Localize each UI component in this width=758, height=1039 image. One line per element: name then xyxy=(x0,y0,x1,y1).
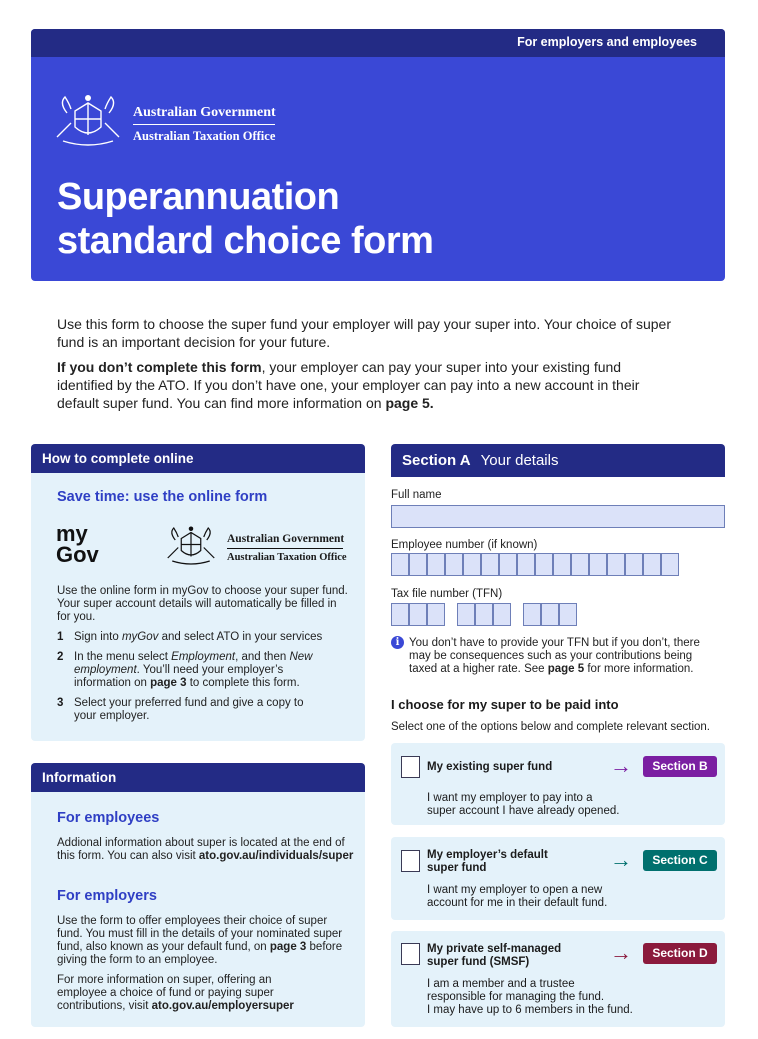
tfn-cell[interactable] xyxy=(427,603,445,626)
full-name-field[interactable] xyxy=(391,505,725,528)
section-d-badge[interactable]: Section D xyxy=(643,943,717,964)
employee-number-cell[interactable] xyxy=(445,553,463,576)
employee-number-cell[interactable] xyxy=(409,553,427,576)
default-fund-title-line-1: My employer’s default xyxy=(427,849,548,861)
default-fund-desc-line-2: account for me in their default fund. xyxy=(427,897,608,909)
arrow-right-icon: → xyxy=(610,753,632,778)
gov-name: Australian Government xyxy=(133,105,276,120)
step-2-number: 2 xyxy=(57,651,64,663)
employee-number-cell[interactable] xyxy=(391,553,409,576)
employee-number-field[interactable] xyxy=(391,553,679,576)
mygov-line-1: my xyxy=(56,521,88,546)
employers-more-text: For more information on super, offering an employee a choice of fund or paying super contributions, visit xyxy=(57,974,274,1012)
information-panel-header: Information xyxy=(31,763,365,792)
tfn-note-pre: You don’t have to provide your TFN but if you don’t, there may be consequences such as your contributions being taxed at a higher rate. See xyxy=(409,637,700,675)
employee-number-cell[interactable] xyxy=(589,553,607,576)
intro-text: , your employer can pay your super into your existing fund identified by the ATO. If you don’t have one, your employer can pay into a new account in their default super fund. You can find more information on xyxy=(57,359,640,411)
smsf-desc-line-3: I may have up to 6 members in the fund. xyxy=(427,1004,633,1016)
step-1-em: myGov xyxy=(121,631,159,643)
tfn-cell[interactable] xyxy=(475,603,493,626)
tfn-gap xyxy=(445,603,457,626)
choice-smsf xyxy=(391,931,725,1027)
section-a-header xyxy=(391,444,725,477)
intro-paragraph-1: Use this form to choose the super fund your employer will pay your super into. Your choice of super fund is an important decision for your future. xyxy=(57,316,671,350)
default-fund-checkbox[interactable] xyxy=(401,850,420,872)
tfn-cell[interactable] xyxy=(559,603,577,626)
step-3-number: 3 xyxy=(57,697,64,709)
employee-number-cell[interactable] xyxy=(643,553,661,576)
step-2-end: to complete this form. xyxy=(186,677,300,689)
intro-paragraph-2 xyxy=(57,358,677,412)
online-description: Use the online form in myGov to choose your super fund. Your super account details will automatically be filled in for you. xyxy=(57,585,348,623)
employee-number-cell[interactable] xyxy=(517,553,535,576)
existing-fund-desc-line-2: super account I have already opened. xyxy=(427,805,620,817)
employee-number-cell[interactable] xyxy=(481,553,499,576)
tfn-cell[interactable] xyxy=(493,603,511,626)
choice-existing-fund xyxy=(391,743,725,825)
online-subtitle: Save time: use the online form xyxy=(57,489,268,505)
step-2-em2: New employment xyxy=(74,651,313,676)
tfn-cell[interactable] xyxy=(541,603,559,626)
choice-default-fund xyxy=(391,837,725,920)
online-panel-header: How to complete online xyxy=(31,444,365,473)
section-b-badge[interactable]: Section B xyxy=(643,756,717,777)
tfn-note-page-ref: page 5 xyxy=(547,663,585,675)
step-1-pre: Sign into xyxy=(74,631,122,643)
tfn-cell[interactable] xyxy=(391,603,409,626)
smsf-checkbox[interactable] xyxy=(401,943,420,965)
employers-page-ref: page 3 xyxy=(269,941,307,953)
employee-number-cell[interactable] xyxy=(553,553,571,576)
default-fund-title-line-2: super fund xyxy=(427,862,487,874)
step-1-rest: and select ATO in your services xyxy=(158,631,323,643)
full-name-label: Full name xyxy=(391,489,442,501)
step-2-mid: , and then xyxy=(235,651,290,663)
tfn-label: Tax file number (TFN) xyxy=(391,588,503,600)
for-employees-title: For employees xyxy=(57,810,160,826)
existing-fund-title xyxy=(427,761,552,774)
employees-text: Addional information about super is located at the end of this form. You can also visit xyxy=(57,837,345,862)
title-line-1: Superannuation xyxy=(57,176,340,218)
step-2-em1: Employment xyxy=(171,651,236,663)
default-fund-title xyxy=(427,849,548,875)
arrow-right-icon: → xyxy=(610,847,632,872)
employers-link[interactable]: ato.gov.au/employersuper xyxy=(151,1000,294,1012)
coat-of-arms-icon xyxy=(161,525,221,567)
section-a-title: Your details xyxy=(480,452,559,469)
panel-gov-divider xyxy=(227,548,343,549)
info-icon: i xyxy=(391,636,404,649)
employee-number-label: Employee number (if known) xyxy=(391,539,538,551)
tfn-cell[interactable] xyxy=(457,603,475,626)
header-banner xyxy=(31,29,725,281)
audience-strip xyxy=(31,29,725,57)
mygov-line-2: Gov xyxy=(56,542,99,567)
arrow-right-icon: → xyxy=(610,940,632,965)
employee-number-cell[interactable] xyxy=(535,553,553,576)
existing-fund-description xyxy=(427,792,619,818)
smsf-title xyxy=(427,943,561,969)
section-a-label: Section A xyxy=(402,452,471,469)
panel-gov-name: Australian Government xyxy=(227,533,345,545)
section-c-badge[interactable]: Section C xyxy=(643,850,717,871)
existing-fund-desc-line-1: I want my employer to pay into a xyxy=(427,792,593,804)
tfn-gap xyxy=(511,603,523,626)
smsf-desc-line-1: I am a member and a trustee xyxy=(427,978,575,990)
employees-link[interactable]: ato.gov.au/individuals/super xyxy=(198,850,354,862)
tfn-cell[interactable] xyxy=(409,603,427,626)
employee-number-cell[interactable] xyxy=(571,553,589,576)
step-1-text xyxy=(74,631,354,644)
mygov-logo xyxy=(56,523,99,565)
for-employers-more xyxy=(57,974,317,1013)
choose-title: I choose for my super to be paid into xyxy=(391,697,619,712)
smsf-description xyxy=(427,978,633,1017)
step-2-page-ref: page 3 xyxy=(150,677,187,689)
step-2-text xyxy=(74,651,324,690)
gov-divider xyxy=(133,124,275,125)
employee-number-cell[interactable] xyxy=(499,553,517,576)
tfn-note xyxy=(409,637,709,676)
default-fund-description xyxy=(427,884,607,910)
employee-number-cell[interactable] xyxy=(661,553,679,576)
intro-bold: If you don’t complete this form xyxy=(57,359,262,375)
audience-label: For employers and employees xyxy=(517,35,697,49)
intro-page-ref: page 5. xyxy=(385,395,434,411)
for-employers-text xyxy=(57,915,347,967)
for-employers-title: For employers xyxy=(57,888,157,904)
page-title xyxy=(57,175,433,263)
step-2-post: . You’ll need your employer’s information on xyxy=(74,664,284,689)
step-1-number: 1 xyxy=(57,631,64,643)
step-2-pre: In the menu select xyxy=(74,651,172,663)
tfn-field[interactable] xyxy=(391,603,577,626)
coat-of-arms-icon xyxy=(53,93,123,149)
employee-number-cell[interactable] xyxy=(625,553,643,576)
smsf-desc-line-2: responsible for managing the fund. xyxy=(427,991,605,1003)
ato-name: Australian Taxation Office xyxy=(133,129,276,143)
for-employees-text xyxy=(57,837,357,863)
panel-ato-name: Australian Taxation Office xyxy=(227,552,347,563)
existing-fund-checkbox[interactable] xyxy=(401,756,420,778)
smsf-title-line-1: My private self-managed xyxy=(427,943,562,955)
title-line-2: standard choice form xyxy=(57,220,434,262)
step-3-text: Select your preferred fund and give a copy to your employer. xyxy=(74,697,304,722)
default-fund-desc-line-1: I want my employer to open a new xyxy=(427,884,603,896)
employee-number-cell[interactable] xyxy=(463,553,481,576)
smsf-title-line-2: super fund (SMSF) xyxy=(427,956,530,968)
employee-number-cell[interactable] xyxy=(607,553,625,576)
tfn-cell[interactable] xyxy=(523,603,541,626)
tfn-note-post: for more information. xyxy=(584,663,694,675)
existing-fund-title-line-1: My existing super fund xyxy=(427,761,553,773)
employers-text-post: before giving the form to an employee. xyxy=(57,941,343,966)
choose-subtitle: Select one of the options below and complete relevant section. xyxy=(391,721,711,733)
employee-number-cell[interactable] xyxy=(427,553,445,576)
employers-text-pre: Use the form to offer employees their choice of super fund. You must fill in the details of your nominated super fund, also known as your default fund, on xyxy=(57,915,343,953)
